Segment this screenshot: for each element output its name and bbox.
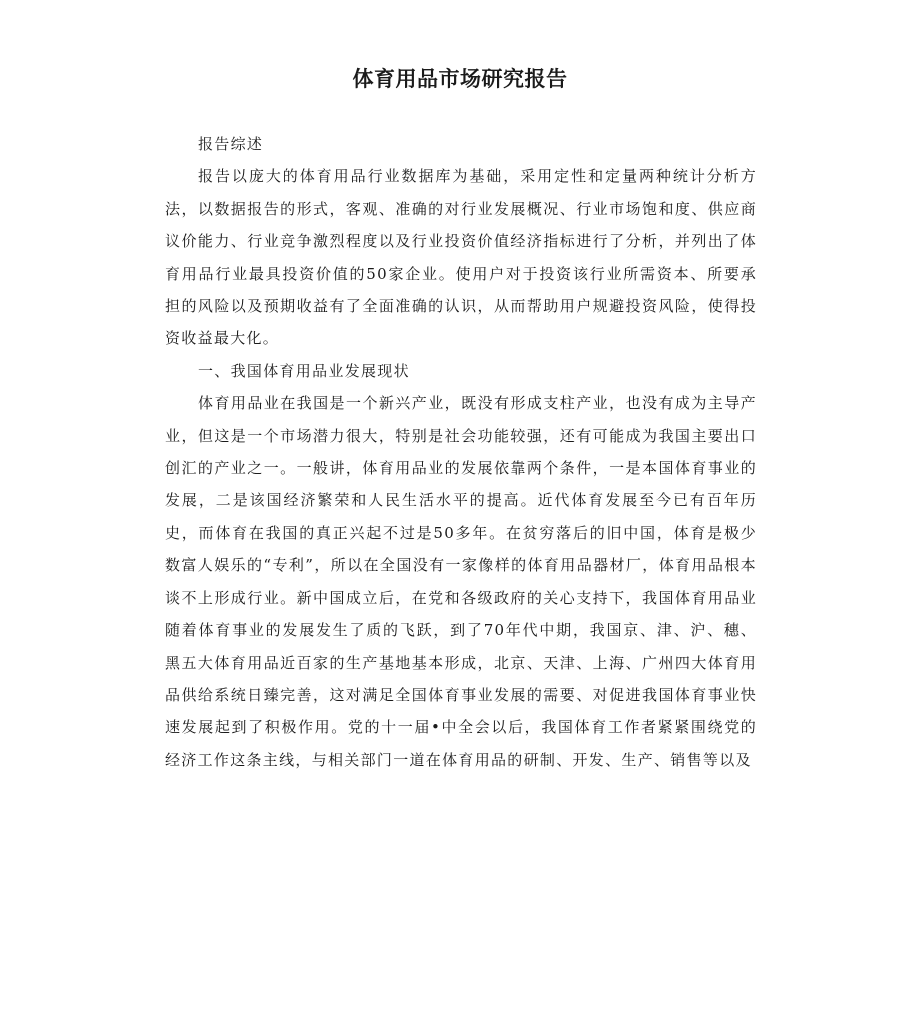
paragraph-overview: 报告以庞大的体育用品行业数据库为基础，采用定性和定量两种统计分析方法，以数据报告的形式，客观、准确的对行业发展概况、行业市场饱和度、供应商议价能力、行业竞争激烈程度以及行业投资价值经济指标进行了分析，并列出了体育用品行业最具投资价值的50家企业。使用户对于投资该行业所需资本、所要承担的风险以及预期收益有了全面准确的认识，从而帮助用户规避投资风险，使得投资收益最大化。 bbox=[165, 167, 757, 348]
document-body bbox=[165, 128, 757, 776]
paragraph-current-status: 体育用品业在我国是一个新兴产业，既没有形成支柱产业，也没有成为主导产业，但这是一个市场潜力很大，特别是社会功能较强，还有可能成为我国主要出口创汇的产业之一。一般讲，体育用品业的发展依靠两个条件，一是本国体育事业的发展，二是该国经济繁荣和人民生活水平的提高。近代体育发展至今已有百年历史，而体育在我国的真正兴起不过是50多年。在贫穷落后的旧中国，体育是极少数富人娱乐的“专利”，所以在全国没有一家像样的体育用品器材厂，体育用品根本谈不上形成行业。新中国成立后，在党和各级政府的关心支持下，我国体育用品业随着体育事业的发展发生了质的飞跃，到了70年代中期，我国京、津、沪、穗、黑五大体育用品近百家的生产基地基本形成，北京、天津、上海、广州四大体育用品供给系统日臻完善，这对满足全国体育事业发展的需要、对促进我国体育事业快速发展起到了积极作用。党的十一届•中全会以后，我国体育工作者紧紧围绕党的经济工作这条主线，与相关部门一道在体育用品的研制、开发、生产、销售等以及 bbox=[165, 394, 757, 769]
section-heading-overview: 报告综述 bbox=[198, 135, 264, 153]
section-heading-current-status: 一、我国体育用品业发展现状 bbox=[198, 361, 410, 380]
document-title: 体育用品市场研究报告 bbox=[352, 67, 568, 91]
